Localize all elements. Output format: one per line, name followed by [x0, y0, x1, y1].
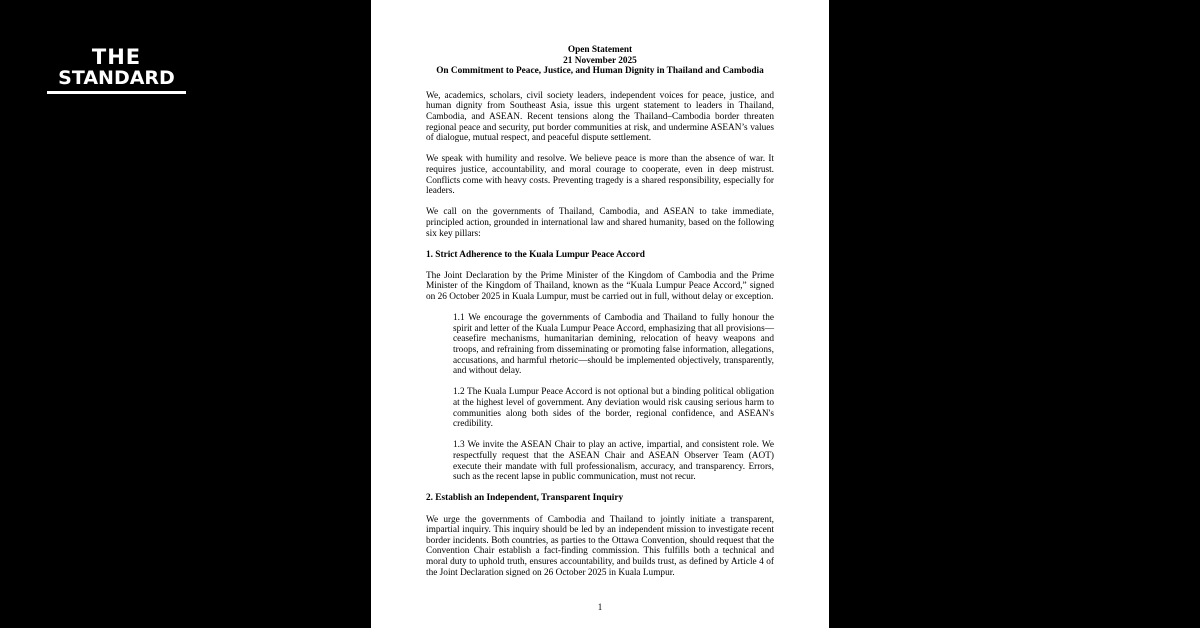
- intro-paragraph: We speak with humility and resolve. We believe peace is more than the absence of war. It requires justice, accountability, and moral courage to cooperate, even in deep mistrust. Conflicts come with heavy costs. Preventing tragedy is a shared responsibility, especially for leaders.: [426, 154, 774, 197]
- brand-underline: [47, 91, 186, 94]
- subsection-1-1: 1.1 We encourage the governments of Cambodia and Thailand to fully honour the spirit and letter of the Kuala Lumpur Peace Accord, emphasizing that all provisions—ceasefire mechanisms, humanitarian demining, relocation of heavy weapons and troops, and refraining from disseminating or promoting false information, allegations, accusations, and harmful rhetoric—should be implemented objectively, transparently, and without delay.: [453, 313, 774, 377]
- section-2-body: We urge the governments of Cambodia and Thailand to jointly initiate a transparent, impartial inquiry. This inquiry should be led by an independent mission to investigate recent border incidents. Both countries, as parties to the Ottawa Convention, should request that the Convention Chair establish a fact-finding commission. This fulfills both a technical and moral duty to uphold truth, ensures accountability, and builds trust, as defined by Article 4 of the Joint Declaration signed on 26 October 2025 in Kuala Lumpur.: [426, 514, 774, 578]
- brand-line-2: STANDARD: [58, 67, 175, 89]
- subsection-1-2: 1.2 The Kuala Lumpur Peace Accord is not optional but a binding political obligation at the highest level of government. Any deviation would risk causing serious harm to communities along both sides of the border, regional confidence, and ASEAN's credibility.: [453, 387, 774, 430]
- page-number: 1: [597, 602, 603, 612]
- section-1-heading: 1. Strict Adherence to the Kuala Lumpur Peace Accord: [426, 249, 645, 260]
- brand-line-1: THE: [91, 45, 142, 69]
- section-2-heading: 2. Establish an Independent, Transparent Inquiry: [426, 493, 624, 504]
- document-title: [426, 45, 774, 77]
- title-date: 21 November 2025: [563, 55, 637, 66]
- subsection-1-3: 1.3 We invite the ASEAN Chair to play an active, impartial, and consistent role. We respectfully request that the ASEAN Chair and ASEAN Observer Team (AOT) execute their mandate with full professionalism, accuracy, and transparency. Errors, such as the recent lapse in public communication, must not recur.: [453, 440, 774, 483]
- title-subject: On Commitment to Peace, Justice, and Human Dignity in Thailand and Cambodia: [436, 66, 764, 77]
- brand-logo: [47, 47, 186, 94]
- document-page: [371, 0, 829, 628]
- title-line: Open Statement: [567, 45, 633, 55]
- document-content: [426, 45, 774, 589]
- intro-paragraph: We, academics, scholars, civil society leaders, independent voices for peace, justice, and human dignity from Southeast Asia, issue this urgent statement to leaders in Thailand, Cambodia, and ASEAN. Recent tensions along the Thailand–Cambodia border threaten regional peace and security, put border communities at risk, and undermine ASEAN’s values of dialogue, mutual respect, and peaceful dispute settlement.: [426, 90, 774, 144]
- intro-paragraph: We call on the governments of Thailand, Cambodia, and ASEAN to take immediate, principled action, grounded in international law and shared humanity, based on the following six key pillars:: [426, 207, 774, 239]
- section-1-body: The Joint Declaration by the Prime Minister of the Kingdom of Cambodia and the Prime Minister of the Kingdom of Thailand, known as the “Kuala Lumpur Peace Accord,” signed on 26 October 2025 in Kuala Lumpur, must be carried out in full, without delay or exception.: [426, 270, 774, 303]
